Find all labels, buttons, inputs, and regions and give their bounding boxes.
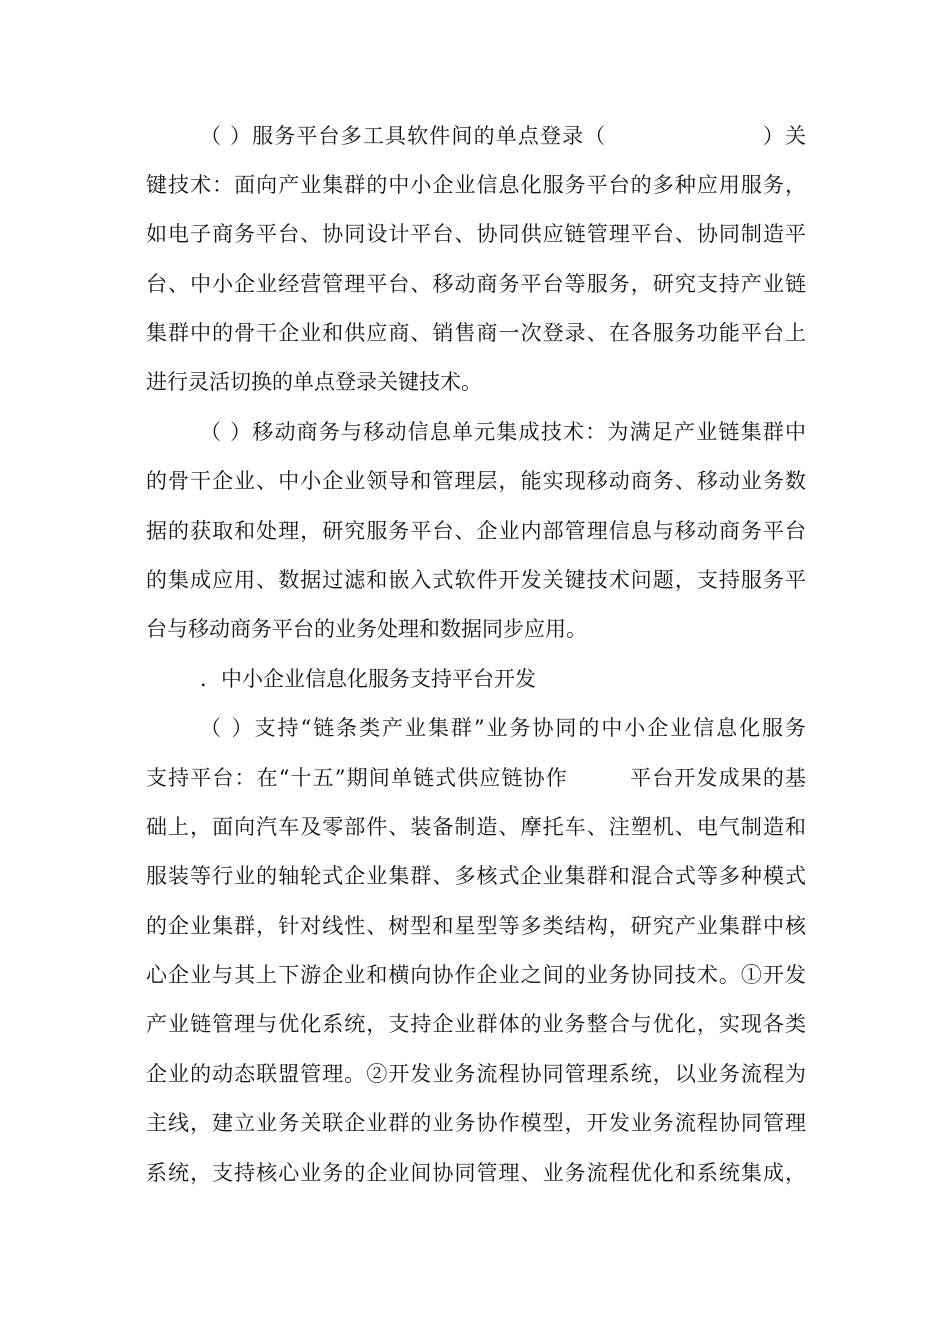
paragraph-line: 主线，建立业务关联企业群的业务协作模型，开发业务流程协同管理 [146, 1111, 806, 1135]
paragraph-line: 台与移动商务平台的业务处理和数据同步应用。 [146, 617, 587, 641]
paragraph-line: 的骨干企业、中小企业领导和管理层，能实现移动商务、移动业务数 [146, 469, 806, 493]
paragraph-line: 集群中的骨干企业和供应商、销售商一次登录、在各服务功能平台上 [146, 321, 806, 345]
paragraph-line: （ ）服务平台多工具软件间的单点登录（ ）关 [200, 124, 806, 148]
paragraph-line: 心企业与其上下游企业和横向协作企业之间的业务协同技术。①开发 [146, 963, 806, 987]
paragraph-line: 企业的动态联盟管理。②开发业务流程协同管理系统，以业务流程为 [146, 1062, 806, 1086]
paragraph-line: 的企业集群，针对线性、树型和星型等多类结构，研究产业集群中核 [146, 914, 806, 938]
paragraph-line: 台、中小企业经营管理平台、移动商务平台等服务，研究支持产业链 [146, 272, 806, 296]
paragraph-line: 键技术：面向产业集群的中小企业信息化服务平台的多种应用服务， [146, 173, 806, 197]
paragraph-line: （ ）支持“链条类产业集群”业务协同的中小企业信息化服务 [200, 716, 806, 740]
section-heading: ．中小企业信息化服务支持平台开发 [200, 667, 536, 691]
paragraph-line: 进行灵活切换的单点登录关键技术。 [146, 370, 482, 394]
paragraph-line: 系统，支持核心业务的企业间协同管理、业务流程优化和系统集成， [146, 1161, 806, 1185]
paragraph-line: 产业链管理与优化系统，支持企业群体的业务整合与优化，实现各类 [146, 1012, 806, 1036]
paragraph-line: （ ）移动商务与移动信息单元集成技术：为满足产业链集群中 [200, 420, 806, 444]
paragraph-line: 据的获取和处理，研究服务平台、企业内部管理信息与移动商务平台 [146, 519, 806, 543]
paragraph-line: 支持平台：在“十五”期间单链式供应链协作 平台开发成果的基 [146, 766, 806, 790]
paragraph-line: 服装等行业的轴轮式企业集群、多核式企业集群和混合式等多种模式 [146, 864, 806, 888]
paragraph-line: 的集成应用、数据过滤和嵌入式软件开发关键技术问题，支持服务平 [146, 568, 806, 592]
paragraph-line: 础上，面向汽车及零部件、装备制造、摩托车、注塑机、电气制造和 [146, 815, 806, 839]
paragraph-line: 如电子商务平台、协同设计平台、协同供应链管理平台、协同制造平 [146, 222, 806, 246]
